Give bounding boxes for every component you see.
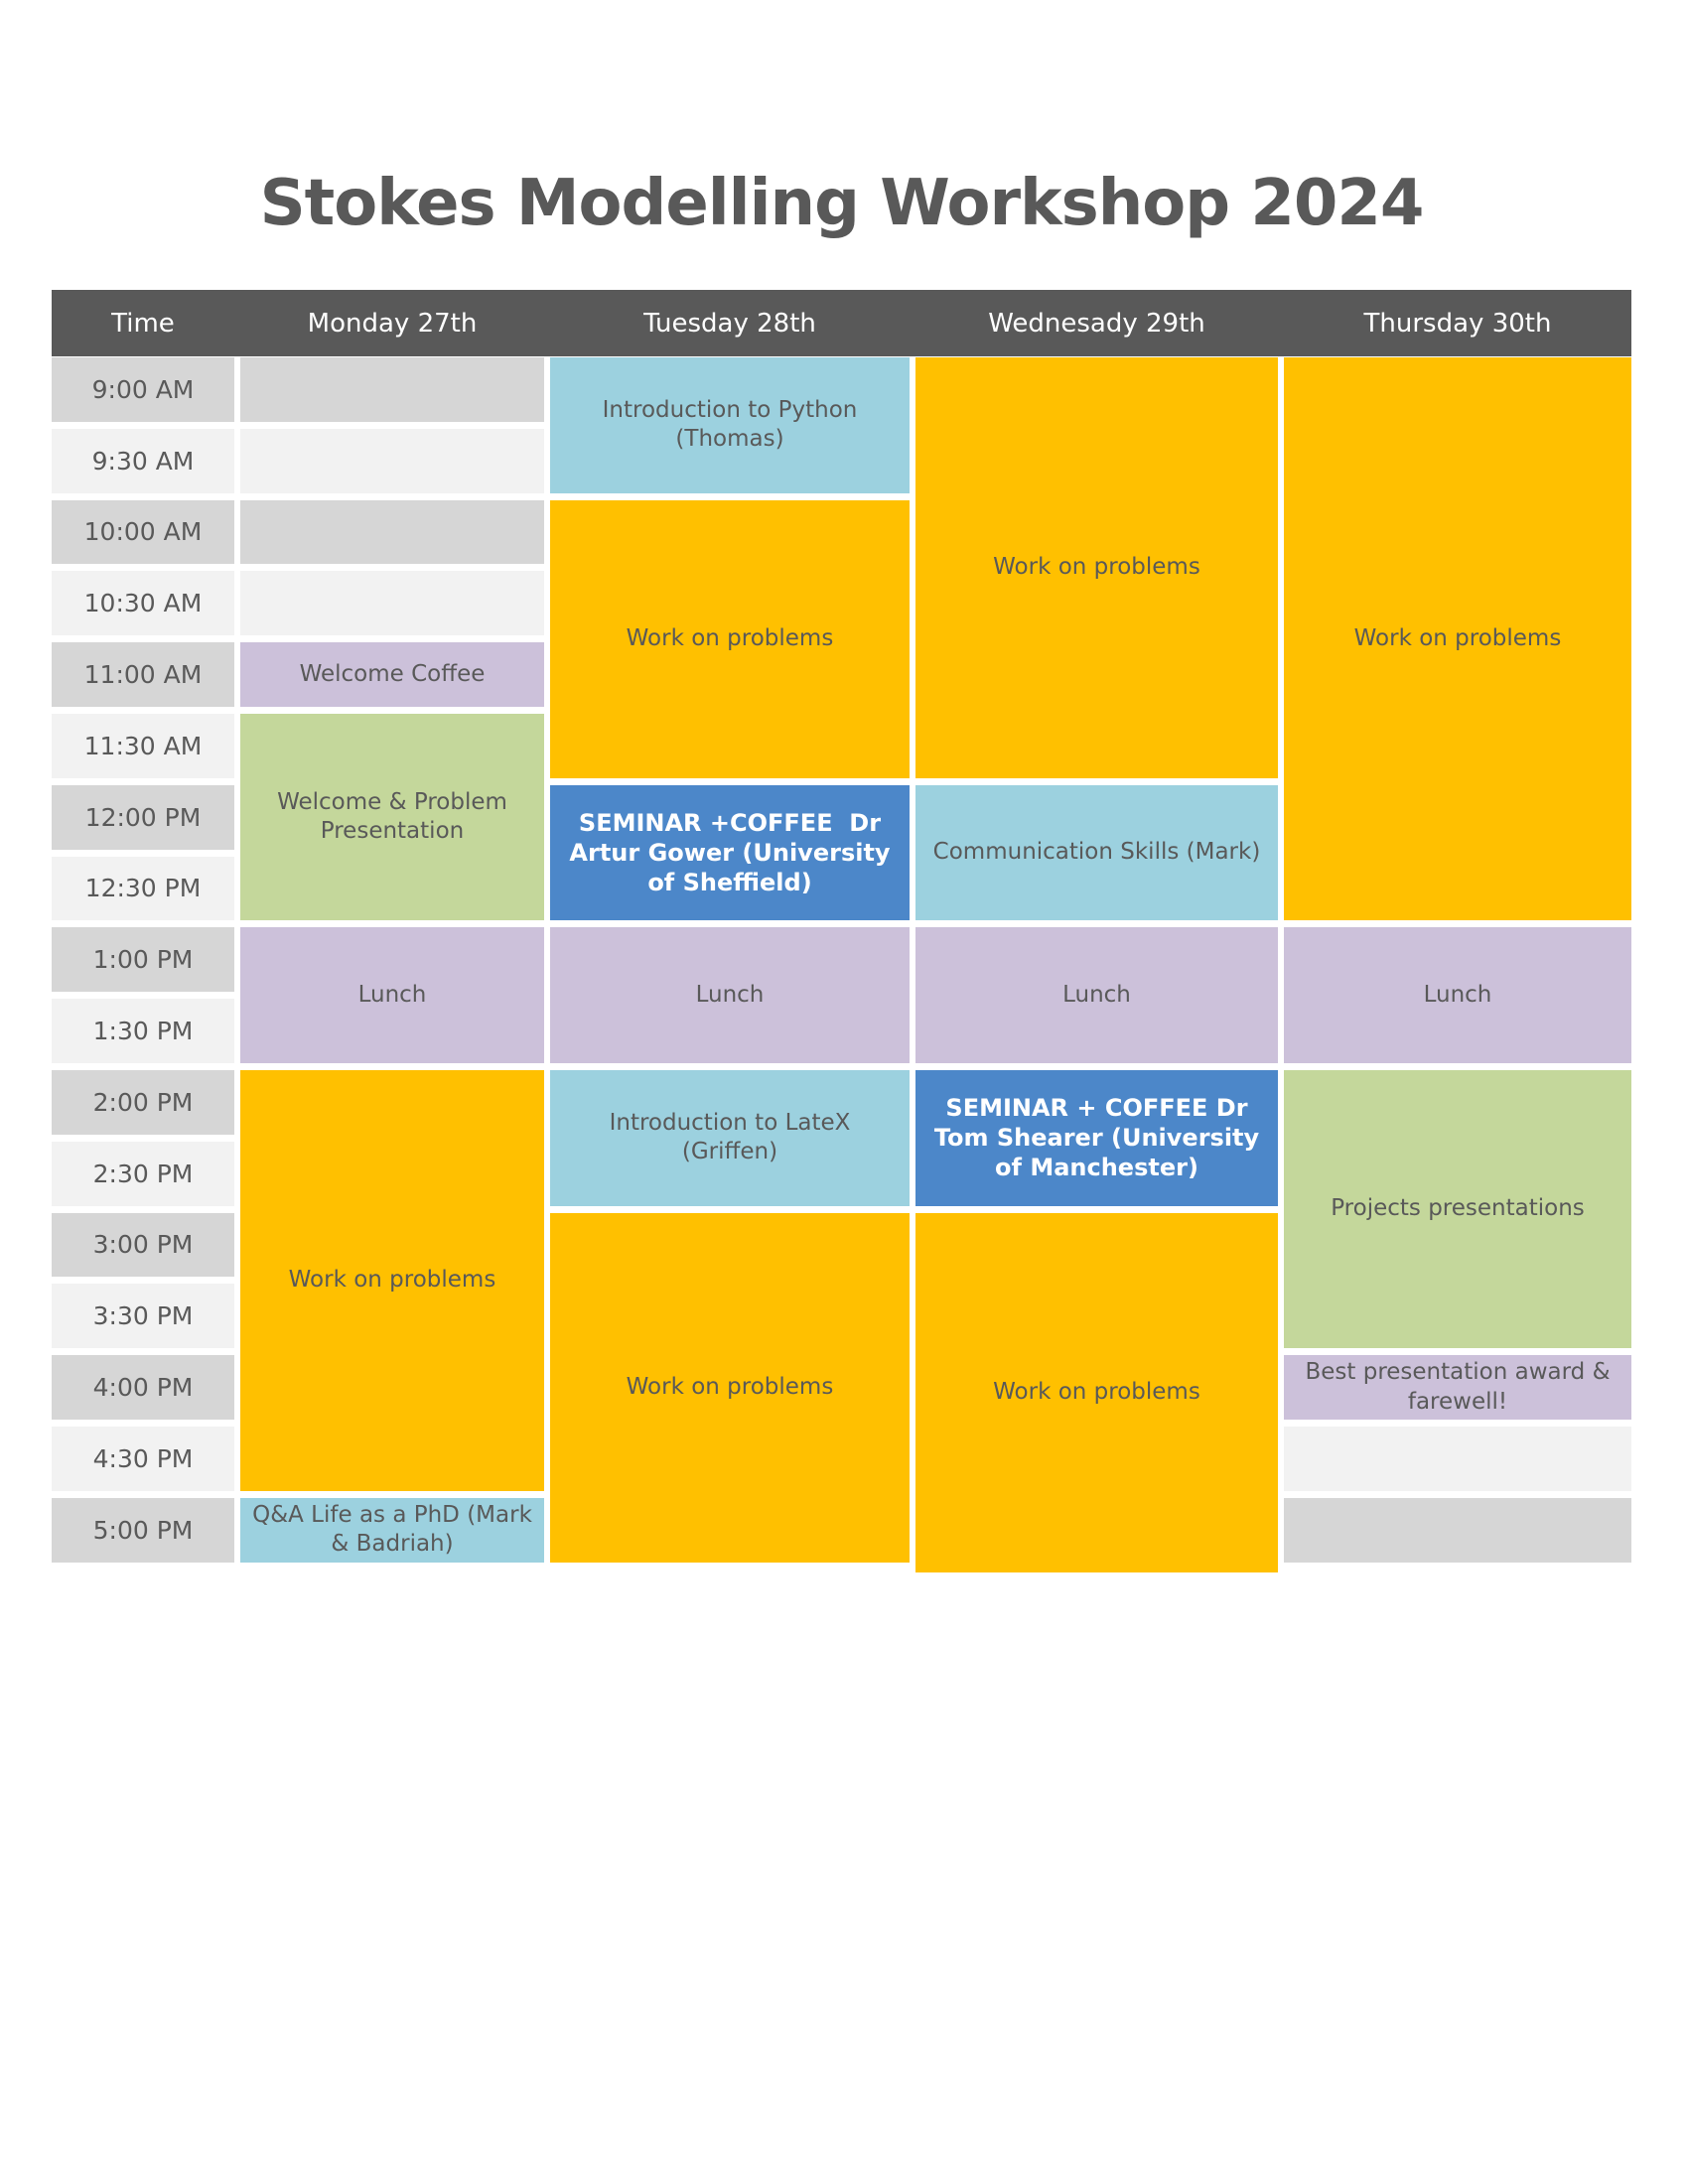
time-cell: 12:00 PM [52, 785, 234, 850]
event-best-presentation-award-farewell: Best presentation award & farewell! [1284, 1355, 1631, 1420]
event-q-a-life-as-a-phd-mark-badriah: Q&A Life as a PhD (Mark & Badriah) [240, 1498, 544, 1563]
time-column-header: Time [111, 308, 175, 339]
page-title: Stokes Modelling Workshop 2024 [259, 167, 1424, 240]
time-cell: 1:30 PM [52, 999, 234, 1063]
time-cell: 11:30 AM [52, 714, 234, 778]
schedule-table [52, 290, 1631, 1563]
event-introduction-to-latex-griffen: Introduction to LateX (Griffen) [550, 1070, 910, 1206]
time-cell: 10:00 AM [52, 500, 234, 565]
time-cell: 12:30 PM [52, 857, 234, 921]
time-cell: 5:00 PM [52, 1498, 234, 1563]
header-row-inner [52, 290, 1631, 356]
empty-slot-cell [1284, 1427, 1631, 1491]
time-cell: 9:30 AM [52, 429, 234, 493]
time-cell: 3:00 PM [52, 1213, 234, 1278]
empty-slot-cell [240, 429, 544, 493]
event-work-on-problems: Work on problems [915, 1213, 1278, 1572]
empty-slot-cell [240, 500, 544, 565]
day-column-header: Monday 27th [307, 308, 478, 339]
event-lunch: Lunch [240, 927, 544, 1063]
day-column-header: Wednesady 29th [988, 308, 1205, 339]
event-lunch: Lunch [550, 927, 910, 1063]
event-work-on-problems: Work on problems [1284, 357, 1631, 920]
event-work-on-problems: Work on problems [550, 500, 910, 778]
event-welcome-problem-presentation: Welcome & Problem Presentation [240, 714, 544, 920]
event-lunch: Lunch [1284, 927, 1631, 1063]
day-column-header: Thursday 30th [1363, 308, 1552, 339]
event-work-on-problems: Work on problems [240, 1070, 544, 1491]
time-cell: 3:30 PM [52, 1284, 234, 1348]
empty-slot-cell [240, 571, 544, 635]
empty-slot-cell [1284, 1498, 1631, 1563]
time-cell: 10:30 AM [52, 571, 234, 635]
time-cell: 2:00 PM [52, 1070, 234, 1135]
time-cell: 4:30 PM [52, 1427, 234, 1491]
day-column-header: Tuesday 28th [643, 308, 816, 339]
time-cell: 1:00 PM [52, 927, 234, 992]
event-welcome-coffee: Welcome Coffee [240, 642, 544, 707]
event-projects-presentations: Projects presentations [1284, 1070, 1631, 1348]
time-cell: 2:30 PM [52, 1142, 234, 1206]
event-seminar-coffee-dr-tom-shearer-university-of-manc: SEMINAR + COFFEE Dr Tom Shearer (University of Manchester) [915, 1070, 1278, 1206]
event-seminar-coffee-dr-artur-gower-university-of-shef: SEMINAR +COFFEE Dr Artur Gower (University of Sheffield) [550, 785, 910, 921]
event-lunch: Lunch [915, 927, 1278, 1063]
time-cell: 9:00 AM [52, 357, 234, 422]
event-communication-skills-mark: Communication Skills (Mark) [915, 785, 1278, 921]
empty-slot-cell [240, 357, 544, 422]
event-introduction-to-python-thomas: Introduction to Python (Thomas) [550, 357, 910, 493]
header-row [52, 290, 1631, 356]
time-cell: 4:00 PM [52, 1355, 234, 1420]
time-cell: 11:00 AM [52, 642, 234, 707]
event-work-on-problems: Work on problems [915, 357, 1278, 778]
event-work-on-problems: Work on problems [550, 1213, 910, 1563]
